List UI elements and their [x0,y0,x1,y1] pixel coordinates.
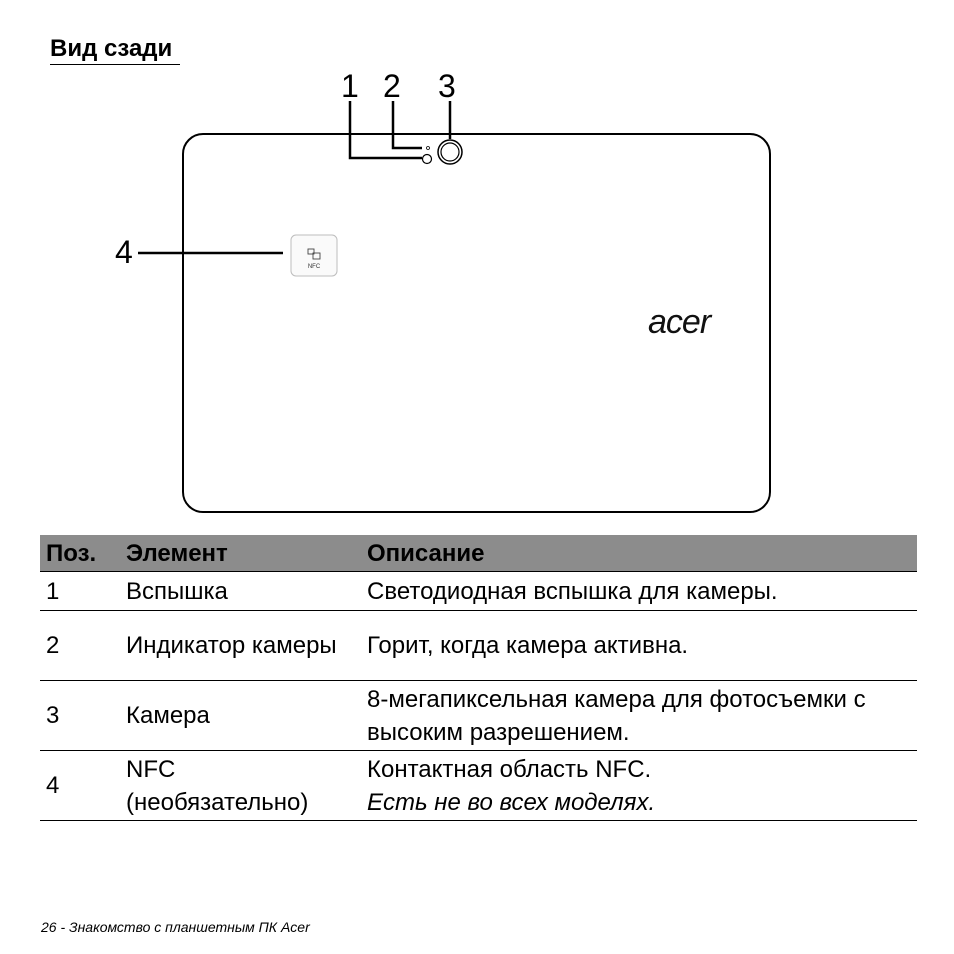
cell-description [361,751,917,821]
callout-number-3: 3 [438,68,456,104]
header-element: Элемент [120,535,361,572]
table-row [40,751,917,821]
cell-element: Вспышка [120,572,361,611]
callout-number-2: 2 [383,68,401,104]
cell-description: Светодиодная вспышка для камеры. [361,572,917,611]
cell-description: 8-мегапиксельная камера для фотосъемки с высоким разрешением. [361,681,917,751]
cell-position: 2 [40,611,120,681]
cell-element: NFC (необязательно) [120,751,361,821]
table-header-row [40,535,917,572]
page-title: Вид сзади [50,34,180,65]
parts-table [40,535,917,821]
table-row [40,572,917,611]
cell-position: 4 [40,751,120,821]
header-description: Описание [361,535,917,572]
description-note: Есть не во всех моделях. [367,788,656,816]
acer-logo: acer [648,303,711,341]
table-row [40,611,917,681]
header-position: Поз. [40,535,120,572]
table-row [40,681,917,751]
description-text: Контактная область NFC. [367,755,652,783]
camera-lens-inner [441,143,459,161]
camera-indicator [427,147,430,150]
callout-number-4: 4 [115,234,133,270]
nfc-chip-label: NFC [307,264,321,270]
page-footer: 26 - Знакомство с планшетным ПК Acer [41,919,310,935]
cell-element: Камера [120,681,361,751]
cell-element: Индикатор камеры [120,611,361,681]
cell-description: Горит, когда камера активна. [361,611,917,681]
flash-led [423,155,432,164]
cell-position: 3 [40,681,120,751]
cell-position: 1 [40,572,120,611]
callout-number-1: 1 [341,68,359,104]
